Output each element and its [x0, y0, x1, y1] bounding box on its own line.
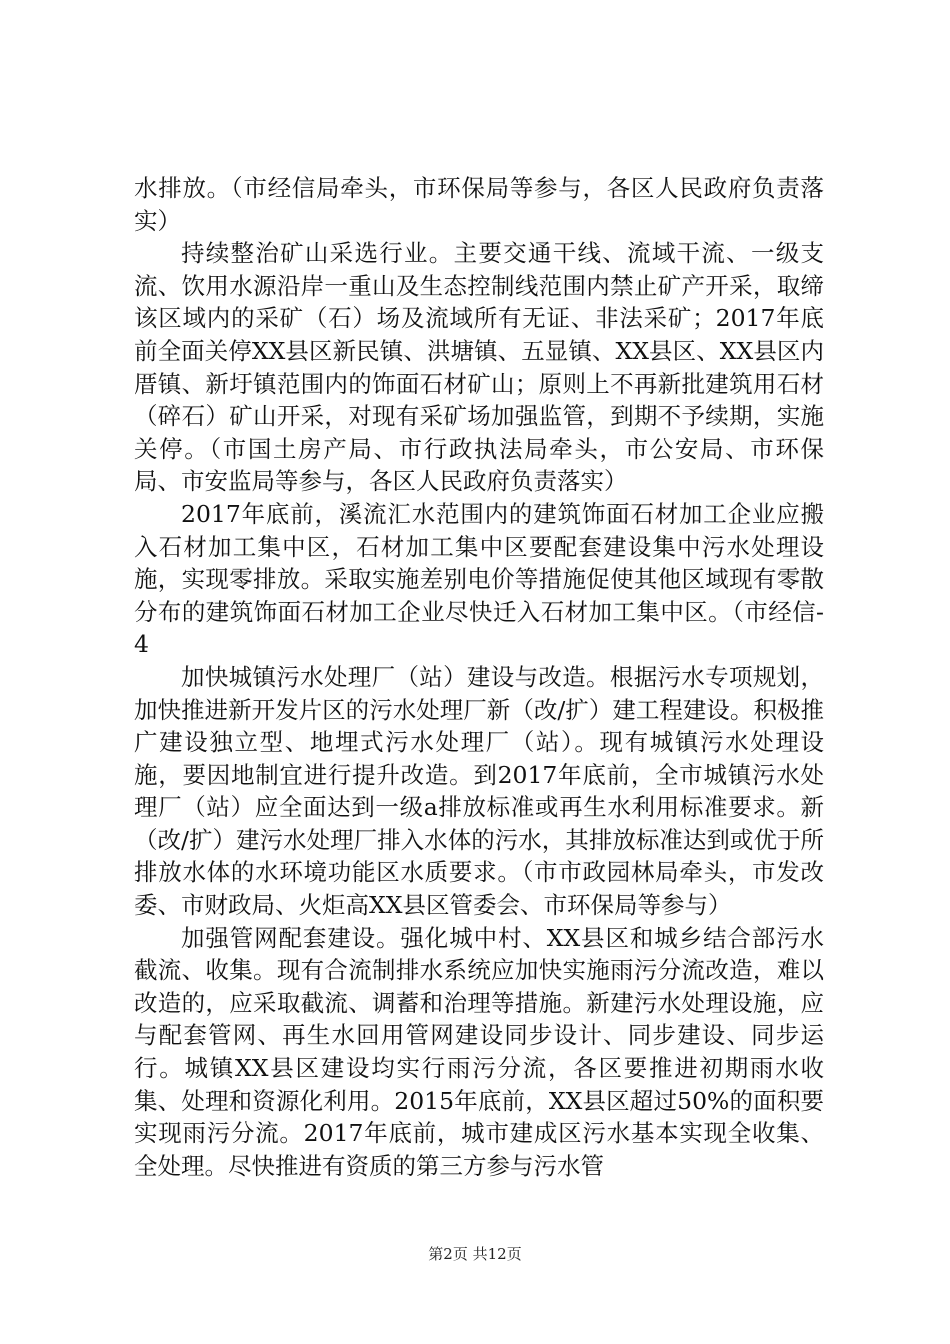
paragraph-pipe-network: 加强管网配套建设。强化城中村、XX县区和城乡结合部污水截流、收集。现有合流制排水系统应加快实施雨污分流改造，难以改造的，应采取截流、调蓄和治理等措施。新建污水处理设施，应与配套管网、再生水回用管网建设同步设计、同步建设、同步运行。城镇XX县区建设均实行雨污分流，各区要推进初期雨水收集、处理和资源化利用。2015年底前，XX县区超过50%的面积要实现雨污分流。2017年底前，城市建成区污水基本实现全收集、全处理。尽快推进有资质的第三方参与污水管 — [134, 923, 824, 1180]
paragraph-sewage-plant: 加快城镇污水处理厂（站）建设与改造。根据污水专项规划，加快推进新开发片区的污水处理厂新（改/扩）建工程建设。积极推广建设独立型、地埋式污水处理厂（站）。现有城镇污水处理设施，要因地制宜进行提升改造。到2017年底前，全市城镇污水处理厂（站）应全面达到一级a排放标准或再生水利用标准要求。新（改/扩）建污水处理厂排入水体的污水，其排放标准达到或优于所排放水体的水环境功能区水质要求。（市市政园林局牵头，市发改委、市财政局、火炬高XX县区管委会、市环保局等参与） — [134, 662, 824, 920]
paragraph-continuation: 水排放。（市经信局牵头，市环保局等参与，各区人民政府负责落实） — [134, 174, 824, 235]
paragraph-mining-rectification: 持续整治矿山采选行业。主要交通干线、流域干流、一级支流、饮用水源沿岸一重山及生态控制线范围内禁止矿产开采，取缔该区域内的采矿（石）场及流域所有无证、非法采矿；2017年底前全面关停XX县区新民镇、洪塘镇、五显镇、XX县区、XX县区内厝镇、新圩镇范围内的饰面石材矿山；原则上不再新批建筑用石材（碎石）矿山开采，对现有采矿场加强监管，到期不予续期，实施关停。（市国土房产局、市行政执法局牵头，市公安局、市环保局、市安监局等参与，各区人民政府负责落实） — [134, 239, 824, 496]
page-footer: 第2页 共12页 — [428, 1245, 522, 1263]
paragraph-stone-processing: 2017年底前，溪流汇水范围内的建筑饰面石材加工企业应搬入石材加工集中区，石材加工集中区要配套建设集中污水处理设施，实现零排放。采取实施差别电价等措施促使其他区域现有零散分布的建筑饰面石材加工企业尽快迁入石材加工集中区。（市经信-4 — [134, 499, 824, 659]
document-body — [134, 172, 824, 1182]
